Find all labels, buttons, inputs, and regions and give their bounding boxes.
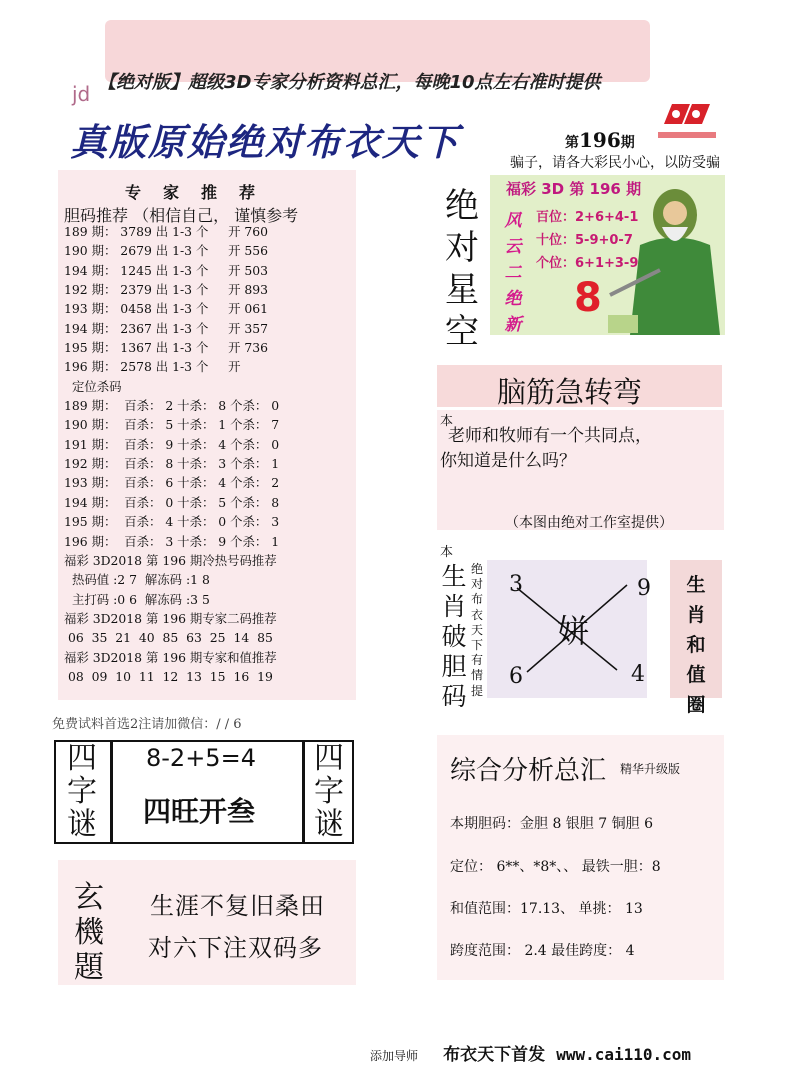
zodiac-number: 4 bbox=[631, 662, 645, 687]
zodiac-number: 3 bbox=[509, 572, 523, 597]
summary-title: 综合分析总汇 bbox=[450, 756, 607, 786]
shzy-char: 生 bbox=[686, 574, 706, 596]
sxpd-char: 码 bbox=[441, 682, 467, 711]
kill-row: 196 期： 百杀： 3 十杀： 9 个杀： 1 bbox=[64, 533, 280, 549]
xuanji-line: 生涯不复旧桑田 bbox=[150, 892, 325, 920]
add-nav-link[interactable]: 添加导师 bbox=[370, 1049, 419, 1063]
poster-vertical-char: 风 bbox=[504, 211, 522, 231]
riddle-line: 你知道是什么吗？ bbox=[440, 451, 576, 471]
kill-row: 190 期： 百杀： 5 十杀： 1 个杀： 7 bbox=[64, 417, 280, 433]
dm-row: 189 期： 3789 出 1-3 个 开 760 bbox=[64, 224, 269, 239]
shzy-char: 肖 bbox=[686, 604, 706, 626]
xuanji-char: 題 bbox=[74, 950, 104, 985]
kill-row: 192 期： 百杀： 8 十杀： 3 个杀： 1 bbox=[64, 456, 280, 472]
poster-row: 个位：6+1+3-9 bbox=[536, 256, 639, 271]
issue-value: 196 bbox=[579, 128, 621, 152]
dm-row: 194 期： 1245 出 1-3 个 开 503 bbox=[64, 262, 269, 278]
summary-subtitle: 精华升级版 bbox=[620, 762, 681, 776]
kill-row: 195 期： 百杀： 4 十杀： 0 个杀： 3 bbox=[64, 514, 280, 530]
xuanji-char: 機 bbox=[74, 915, 104, 950]
sxpd-label bbox=[440, 562, 468, 712]
xuanji-char: 玄 bbox=[74, 880, 104, 915]
zodiac-diagram bbox=[487, 560, 651, 698]
dm-row: 192 期： 2379 出 1-3 个 开 893 bbox=[64, 282, 269, 298]
riddle-source: （本图由绝对工作室提供） bbox=[505, 515, 673, 531]
quiz-label-right bbox=[304, 742, 354, 841]
pair-values: 06 35 21 40 85 63 25 14 85 bbox=[64, 630, 273, 646]
kill-title: 定位杀码 bbox=[72, 378, 122, 394]
quiz-label-char: 谜 bbox=[314, 807, 344, 842]
sxpd-vertical: 绝对布衣天下有情提 bbox=[470, 562, 483, 698]
poster-row: 百位：2+6+4-1 bbox=[536, 210, 639, 225]
issue-suffix: 期 bbox=[620, 135, 635, 151]
kill-row: 193 期： 百杀： 6 十杀： 4 个杀： 2 bbox=[64, 475, 280, 491]
poster-vertical bbox=[500, 208, 526, 338]
riddle-line: 老师和牧师有一个共同点， bbox=[448, 426, 652, 446]
lottery-logo-icon bbox=[652, 100, 722, 148]
ben-mark: 本 bbox=[440, 414, 454, 429]
hot-value: 热码值 :2 7 解冻码 :1 8 bbox=[72, 572, 210, 588]
shzy-label bbox=[672, 570, 720, 720]
jdxk-label bbox=[442, 185, 482, 353]
quiz-label-char: 字 bbox=[67, 774, 97, 809]
poster-vertical-char: 云 bbox=[504, 237, 522, 257]
quiz-top-text: 免费试料首选2注请加微信：/ / 6 bbox=[52, 717, 242, 732]
quiz-label-char: 四 bbox=[67, 741, 97, 776]
hot-title: 福彩 3D2018 第 196 期冷热号码推荐 bbox=[64, 552, 277, 568]
header-banner-line: 【绝对版】超级3D专家分析资料总汇，每晚10点左右准时提供 bbox=[98, 72, 601, 93]
quiz-label-char: 字 bbox=[314, 774, 344, 809]
poster-big-number: 8 bbox=[574, 275, 602, 321]
dm-title: 胆码推荐 （相信自己， 谨慎参考 bbox=[64, 206, 299, 225]
riddle-text bbox=[440, 424, 652, 474]
kill-row: 191 期： 百杀： 9 十杀： 4 个杀： 0 bbox=[64, 436, 280, 452]
issue-prefix: 第 bbox=[565, 135, 579, 151]
section-heading: 专家推荐 bbox=[125, 183, 278, 202]
zodiac-center: 姘 bbox=[557, 612, 590, 650]
kill-row: 194 期： 百杀： 0 十杀： 5 个杀： 8 bbox=[64, 494, 280, 510]
xuanji-label bbox=[64, 880, 114, 985]
main-value: 主打码 :0 6 解冻码 :3 5 bbox=[72, 591, 210, 607]
quiz-label-char: 四 bbox=[314, 741, 344, 776]
riddle-title: 脑筋急转弯 bbox=[497, 375, 643, 409]
dm-row: 194 期： 2367 出 1-3 个 开 357 bbox=[64, 320, 269, 336]
jdxk-char: 绝 bbox=[445, 186, 479, 226]
shzy-char: 值 bbox=[686, 664, 706, 686]
sxpd-char: 生 bbox=[441, 562, 467, 591]
sxpd-char: 肖 bbox=[441, 592, 467, 621]
jdxk-char: 空 bbox=[445, 312, 479, 352]
ben-mark-2: 本 bbox=[440, 545, 454, 560]
poster-title: 福彩 3D 第 196 期 bbox=[506, 180, 642, 198]
left-rows bbox=[64, 222, 359, 686]
quiz-answer: 四旺开叁 bbox=[143, 795, 256, 828]
zodiac-number: 6 bbox=[509, 664, 523, 689]
zodiac-number: 9 bbox=[637, 576, 651, 601]
quiz-equation: 8-2+5=4 bbox=[146, 744, 256, 772]
page-title: 真版原始绝对布衣天下 bbox=[70, 120, 460, 164]
summary-line: 定位： 6**、*8*、、 最铁一胆：8 bbox=[450, 859, 661, 875]
dm-row: 195 期： 1367 出 1-3 个 开 736 bbox=[64, 340, 269, 356]
jdxk-char: 对 bbox=[445, 228, 479, 268]
summary-line: 和值范围：17.13、 单挑： 13 bbox=[450, 901, 643, 917]
poster-vertical-char: 二 bbox=[504, 263, 522, 283]
dm-row: 196 期： 2578 出 1-3 个 开 bbox=[64, 359, 241, 375]
site-url-link[interactable]: www.cai110.com bbox=[556, 1045, 692, 1064]
site-name: 布衣天下首发 bbox=[443, 1045, 546, 1065]
issue-number bbox=[565, 128, 635, 152]
xuanji-line: 对六下注双码多 bbox=[148, 934, 323, 962]
shzy-char: 和 bbox=[686, 634, 706, 656]
summary-line: 跨度范围： 2.4 最佳跨度： 4 bbox=[450, 943, 635, 959]
poster-row: 十位：5-9+0-7 bbox=[536, 233, 633, 248]
summary-line: 本期胆码：金胆 8 银胆 7 铜胆 6 bbox=[450, 816, 653, 832]
kill-row: 189 期： 百杀： 2 十杀： 8 个杀： 0 bbox=[64, 398, 280, 414]
quiz-label-char: 谜 bbox=[67, 807, 97, 842]
sxpd-char: 破 bbox=[441, 622, 467, 651]
poster-vertical-char: 绝 bbox=[504, 289, 522, 309]
sxpd-char: 胆 bbox=[441, 652, 467, 681]
dm-row: 193 期： 0458 出 1-3 个 开 061 bbox=[64, 301, 269, 317]
jdxk-char: 星 bbox=[445, 270, 479, 310]
poster-vertical-char: 新 bbox=[504, 315, 522, 335]
jd-mark: jd bbox=[72, 82, 91, 106]
shzy-char: 圈 bbox=[686, 694, 706, 716]
footer bbox=[370, 1040, 780, 1065]
dm-row: 190 期： 2679 出 1-3 个 开 556 bbox=[64, 243, 269, 259]
sum-title: 福彩 3D2018 第 196 期专家和值推荐 bbox=[64, 649, 277, 665]
quiz-label-left bbox=[57, 742, 107, 841]
sum-values: 08 09 10 11 12 13 15 16 19 bbox=[64, 668, 273, 684]
warning-text: 骗子，请各大彩民小心，以防受骗 bbox=[510, 155, 720, 171]
pair-title: 福彩 3D2018 第 196 期专家二码推荐 bbox=[64, 610, 277, 626]
